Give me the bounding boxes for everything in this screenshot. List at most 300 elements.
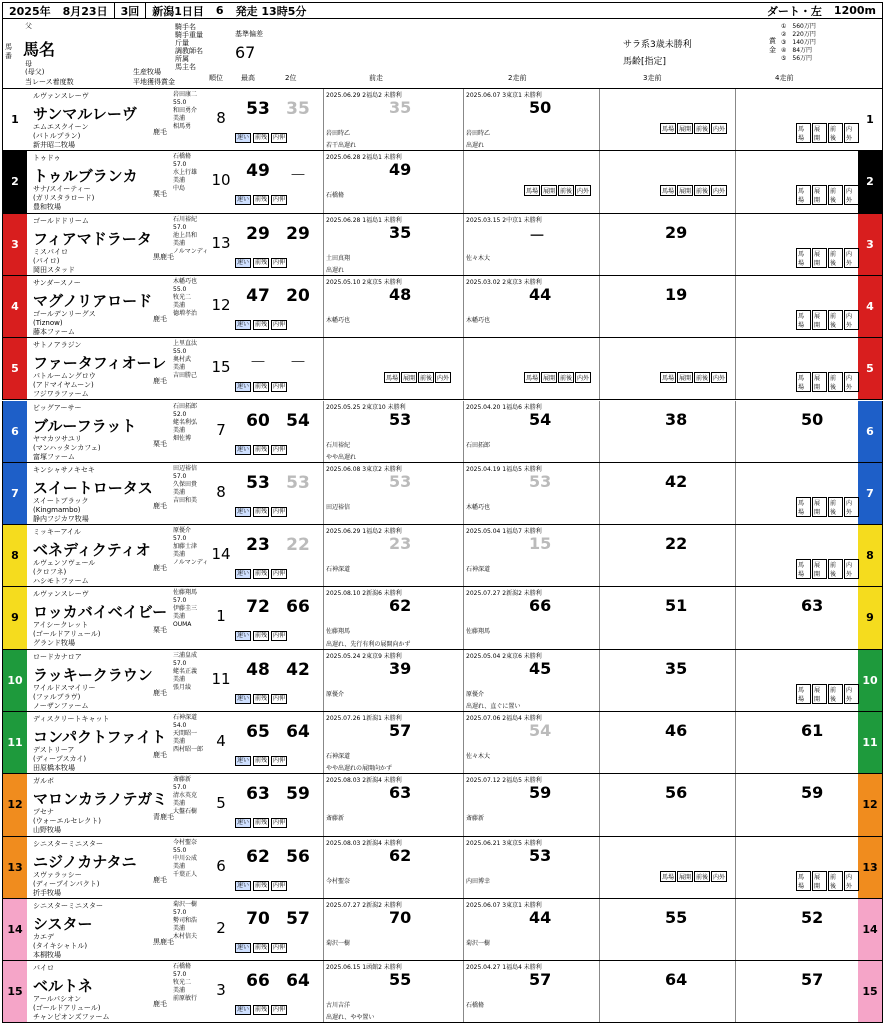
prev1-score: 49 (389, 160, 412, 180)
empty-grid-cell: 内外 (435, 372, 451, 383)
track-badge: 内伸 (273, 632, 286, 640)
horse-number: 6 (11, 424, 19, 438)
damsire-name: (バトルプラン) (33, 132, 81, 140)
owner-name: 千葉正人 (173, 870, 198, 878)
stable-name: 美浦 (173, 488, 186, 496)
prev3-score: 46 (665, 721, 688, 740)
jockey-name: 石橋脩 (173, 963, 192, 971)
dam-name: ルヴェンソヴェール (33, 559, 96, 568)
empty-grid-cell: 馬場 (660, 185, 676, 196)
stable-name: 美浦 (173, 738, 186, 745)
horse-number: 15 (862, 985, 878, 999)
track-badge: 速い (237, 258, 250, 266)
sire-name: ミッキーアイル (33, 528, 81, 537)
prev2-race-info: 2025.04.20 1福島6 未勝利 (466, 403, 542, 411)
race-year: 2025年 (9, 4, 51, 18)
prev4-empty-grid (796, 559, 859, 579)
prev4-empty-grid (796, 248, 859, 268)
sire-name: シニスターミニスター (33, 901, 103, 910)
prev3-race (599, 650, 735, 711)
owner-name: 中島 (173, 185, 186, 193)
empty-grid-cell: 前後 (828, 185, 843, 205)
dam-name: ヤマカツサユリ (33, 434, 82, 443)
rank-value: 13 (211, 233, 231, 252)
prev4-empty-grid (796, 123, 859, 143)
coat-color: 栗毛 (153, 626, 167, 635)
prev2-score: 44 (529, 907, 552, 927)
prev4-score: 52 (801, 907, 824, 927)
prev1-score: 35 (389, 222, 412, 242)
jockey-weight: 57.0 (173, 908, 187, 916)
prev3-race (599, 774, 735, 835)
empty-grid-cell: 内外 (844, 248, 859, 268)
damsire-name: (ファルブラヴ) (33, 692, 81, 701)
race-header (2, 2, 883, 19)
damsire-name: (Kingmambo) (33, 505, 81, 514)
horse-number-band (3, 774, 27, 835)
prev2-race-info: 2025.07.06 2福島4 未勝利 (466, 715, 542, 722)
track-badges (235, 631, 287, 641)
track-badges (235, 818, 287, 828)
empty-grid-cell: 前後 (828, 123, 843, 143)
empty-grid-cell: 内外 (711, 185, 727, 196)
rank-value: 12 (211, 295, 231, 314)
prev2-score: 44 (529, 284, 552, 304)
track-badge: 内伸 (273, 819, 286, 827)
prev1-score: 23 (389, 534, 412, 554)
prev4-empty-grid (796, 310, 859, 330)
stable-name: 美浦 (173, 426, 186, 434)
jockey-info (173, 527, 209, 567)
prev2-score: 53 (529, 471, 552, 491)
second-score: 20 (286, 285, 310, 306)
prev1-race-info: 2025.08.03 2新潟4 未勝利 (326, 839, 402, 847)
prev2-comment: 出遅れ、直ぐに置い (466, 702, 521, 710)
prize-label: 賞金 (769, 37, 776, 54)
prev1-comment: やや出遅れ (326, 453, 357, 461)
damsire-name: (ガリスタラロード) (33, 194, 95, 203)
empty-grid-cell: 内外 (844, 123, 859, 143)
jockey-name: 石川裕紀 (173, 215, 198, 223)
dam-name: ワイルドスマイリー (33, 683, 96, 692)
prev2-race (463, 338, 599, 399)
prev3-score: 19 (665, 284, 688, 304)
rank-value: 14 (211, 545, 231, 564)
best-score: 66 (246, 971, 270, 992)
horse-number: 13 (862, 860, 878, 874)
prev2-race (463, 89, 599, 150)
prev2-score: 45 (529, 658, 552, 678)
prev1-race (323, 463, 463, 524)
prev1-jockey: 斎藤新 (326, 815, 345, 823)
rank-value: 2 (216, 918, 226, 937)
dam-name: パトルームングロウ (33, 372, 96, 381)
owner-name: ノルマンディ (173, 559, 209, 567)
sire-name: ディスクリートキャット (33, 715, 110, 723)
track-badge: 前残 (255, 134, 268, 141)
track-badges (235, 258, 287, 268)
prev2-race (463, 276, 599, 337)
track-badge: 内伸 (273, 757, 286, 764)
prev3-empty-grid (660, 123, 727, 134)
empty-grid-cell: 馬場 (384, 372, 400, 383)
jockey-info (173, 776, 209, 816)
prev2-jockey: 佐々木大 (466, 254, 491, 262)
prev1-jockey: 田辺裕信 (326, 503, 351, 511)
prev1-race (323, 89, 463, 150)
prev2-jockey: 原優介 (466, 690, 485, 698)
empty-grid-cell: 前後 (418, 372, 434, 383)
prev1-race (323, 276, 463, 337)
rank-value: 8 (216, 109, 226, 127)
prev3-race (599, 89, 735, 150)
prev1-race-info: 2025.05.25 2東京10 未勝利 (326, 403, 406, 411)
label-jockey: 騎手名 騎手重量 斤量 調教師名 所属 馬主名 (175, 23, 203, 71)
best-score: 48 (246, 659, 270, 680)
prev1-race-info: 2025.06.08 3東京2 未勝利 (326, 465, 402, 473)
track-badge: 前残 (255, 632, 268, 640)
prev4-score: 63 (801, 596, 824, 616)
track-badges (235, 320, 287, 330)
horse-number-band (858, 899, 882, 960)
empty-grid-cell: 前後 (828, 372, 843, 392)
empty-grid-cell: 前後 (828, 684, 843, 704)
prev4-score: 57 (801, 970, 824, 990)
empty-grid-cell: 前後 (694, 372, 710, 383)
second-score: 59 (286, 784, 310, 805)
sire-name: ルヴァンスレーヴ (33, 590, 89, 599)
horse-number: 10 (7, 673, 23, 687)
prev2-race (463, 214, 599, 275)
trainer-name: 久保田貴 (173, 480, 198, 488)
horse-number-band (858, 712, 882, 773)
track-badge: 速い (237, 881, 250, 889)
horse-name: サンマルレーヴ (33, 105, 137, 123)
horse-number-band (3, 401, 27, 462)
track-badge: 速い (237, 134, 250, 141)
label-damsire: (母父) (25, 68, 45, 76)
prev1-jockey: 石橋脩 (326, 192, 345, 200)
horse-number-band (858, 401, 882, 462)
std-label: 基準偏差 (235, 30, 263, 38)
prev4-race (735, 151, 859, 212)
prev2-empty-grid (524, 185, 591, 196)
horse-number-band (3, 650, 27, 711)
prev1-comment: やや出遅れの展開向かず (326, 765, 393, 773)
empty-grid-cell: 馬場 (660, 123, 676, 134)
track-badge: 速い (237, 1006, 250, 1014)
horse-name: コンパクトファイト (33, 728, 167, 746)
breeder-name: 田原橋本牧場 (33, 764, 75, 772)
owner-name: 張月綾 (173, 683, 192, 691)
horse-row (2, 525, 883, 587)
horse-name: ファータフィオーレ (33, 354, 167, 373)
empty-grid-cell: 展開 (812, 248, 827, 268)
side-label: 馬番 (5, 43, 12, 60)
horse-number-band (3, 899, 27, 960)
prev4-empty-grid (796, 372, 859, 392)
prev3-score: 22 (665, 534, 688, 554)
track-badges (235, 445, 287, 455)
prev2-race-info: 2025.06.07 3東京1 未勝利 (466, 901, 542, 909)
rank-value: 5 (216, 794, 226, 813)
prev2-race-info: 2025.07.12 2福島5 未勝利 (466, 777, 542, 785)
prev4-race (735, 214, 859, 275)
breeder-name: 富塚ファーム (33, 452, 75, 461)
prev1-race (323, 525, 463, 586)
horse-number: 15 (7, 985, 23, 999)
horse-number: 12 (7, 798, 23, 812)
prev4-empty-grid (796, 684, 859, 704)
prev1-score: 62 (389, 596, 412, 616)
horse-row (2, 276, 883, 338)
horse-number: 13 (7, 860, 23, 874)
track-badge: 内伸 (273, 445, 286, 453)
jockey-name: 石田拓郎 (173, 402, 198, 410)
track-badge: 内伸 (273, 570, 286, 578)
best-score: 23 (246, 535, 270, 556)
trainer-name: 中川公成 (173, 854, 198, 862)
horse-number: 1 (11, 113, 19, 126)
prev2-race (463, 961, 599, 1022)
horse-name: ロッカバイベイビー (33, 603, 168, 622)
prev3-race (599, 276, 735, 337)
prev1-jockey: 古川吉洋 (326, 1002, 351, 1010)
horse-number: 7 (11, 486, 19, 500)
track-badge: 前残 (255, 383, 268, 391)
pedigree-info (33, 123, 89, 150)
prev2-race (463, 899, 599, 960)
pedigree-info (33, 933, 87, 960)
prev3-empty-grid (660, 185, 727, 196)
dam-name: アールパシオン (33, 995, 82, 1004)
prev1-race-info: 2025.06.28 2福島1 未勝利 (326, 154, 402, 162)
owner-name: 相馬勇 (173, 123, 192, 130)
trainer-name: 蛯名正義 (173, 667, 198, 675)
damsire-name: (アドマイヤムーン) (33, 381, 94, 390)
prev2-race (463, 837, 599, 898)
breeder-name: 本桐牧場 (33, 950, 61, 959)
sire-name: ガルボ (33, 777, 54, 786)
label-breeder: 生産牧場 (133, 68, 161, 76)
horse-number-band (3, 276, 27, 337)
coat-color: 鹿毛 (153, 128, 167, 136)
track-badge: 内伸 (273, 943, 286, 951)
second-score: 22 (286, 535, 310, 556)
breeder-name: 藤本ファーム (33, 327, 75, 336)
horse-number-band (858, 89, 882, 150)
prev4-score: 59 (801, 783, 824, 803)
trainer-name: 池上昌和 (173, 231, 198, 239)
best-score: 29 (246, 223, 270, 244)
jockey-weight: 57.0 (173, 971, 187, 979)
empty-grid-cell: 展開 (812, 559, 827, 579)
horse-number-band (858, 214, 882, 275)
prev1-comment: 出遅れ (326, 266, 345, 274)
prev1-race (323, 587, 463, 648)
coat-color: 青鹿毛 (153, 813, 174, 822)
empty-grid-cell: 前後 (694, 185, 710, 196)
prev1-score: 35 (389, 98, 412, 117)
trainer-name: 水上行雄 (173, 169, 198, 177)
prev4-race (735, 463, 859, 524)
jockey-name: 三浦皇成 (173, 651, 198, 659)
horse-number-band (858, 338, 882, 399)
empty-grid-cell: 内外 (575, 372, 591, 383)
best-score: 70 (246, 908, 270, 929)
track-badge: 内伸 (273, 383, 286, 391)
track-badge: 速い (237, 383, 250, 391)
coat-color: 鹿毛 (153, 377, 167, 386)
prev2-jockey: 石橋脩 (466, 1002, 485, 1010)
horse-row (2, 961, 883, 1023)
coat-color: 鹿毛 (153, 751, 167, 759)
prev3-race (599, 151, 735, 212)
prev4-race (735, 525, 859, 586)
second-score: 42 (286, 659, 310, 680)
prev1-race-info: 2025.07.27 2新潟2 未勝利 (326, 901, 402, 909)
prev4-race (735, 774, 859, 835)
damsire-name: (Tiznow) (33, 318, 63, 327)
pedigree-info (33, 248, 75, 275)
prev4-score: 50 (801, 409, 824, 429)
damsire-name: (パイロ) (33, 256, 60, 265)
prev1-race (323, 401, 463, 462)
prev2-jockey: 佐藤翔馬 (466, 628, 491, 636)
breeder-name: フジワラファーム (33, 390, 89, 399)
prev1-race-info: 2025.06.29 2福島2 未勝利 (326, 92, 402, 99)
track-badges (235, 507, 287, 517)
breeder-name: 新井昭二牧場 (33, 141, 75, 149)
jockey-weight: 57.0 (173, 161, 187, 169)
prev1-race-info: 2025.08.03 2新潟4 未勝利 (326, 777, 402, 785)
empty-grid-cell: 内外 (844, 871, 859, 891)
track-badge: 前残 (255, 881, 268, 889)
prev3-score: 56 (665, 783, 688, 803)
prev3-race (599, 961, 735, 1022)
prev1-empty-grid (384, 372, 451, 383)
prev4-race (735, 89, 859, 150)
empty-grid-cell: 展開 (812, 684, 827, 704)
prev1-comment: 出遅れ、やや置い (326, 1014, 375, 1022)
prev2-jockey: 石田拓郎 (466, 441, 491, 449)
prev2-score: 66 (529, 596, 552, 616)
jockey-info (173, 465, 209, 505)
empty-grid-cell: 馬場 (796, 248, 811, 268)
jockey-info (173, 589, 209, 629)
horse-number: 5 (866, 362, 874, 376)
track-badge: 内伸 (273, 134, 286, 141)
stable-name: 美浦 (173, 115, 186, 122)
track-badges (235, 133, 287, 143)
second-score: 53 (286, 472, 310, 493)
owner-name: 吉田勝己 (173, 372, 198, 380)
empty-grid-cell: 内外 (844, 559, 859, 579)
pedigree-info (33, 995, 109, 1022)
pedigree-info (33, 185, 94, 212)
coat-color: 鹿毛 (153, 501, 167, 510)
jockey-name: 斎藤新 (173, 776, 192, 784)
prev1-jockey: 石川裕紀 (326, 441, 351, 449)
empty-grid-cell: 前後 (694, 871, 710, 882)
prev1-score: 63 (389, 783, 412, 803)
horse-number-band (3, 463, 27, 524)
horse-name: フィアマドラータ (33, 229, 152, 248)
track-badge: 速い (237, 819, 250, 827)
prev1-score: 53 (389, 471, 412, 491)
breeder-name: 岡田スタッド (33, 265, 75, 274)
prev3-score: 35 (665, 658, 688, 678)
horse-number: 3 (866, 237, 874, 251)
empty-grid-cell: 前後 (828, 559, 843, 579)
pedigree-info (33, 435, 101, 462)
damsire-name: (タイキシャトル) (33, 941, 88, 950)
jockey-info (173, 403, 209, 443)
owner-name: 前原敏行 (173, 995, 198, 1003)
prev3-score: 38 (665, 409, 688, 429)
horse-number: 10 (862, 673, 878, 687)
horse-number-band (3, 525, 27, 586)
track-badge: 速い (237, 694, 250, 702)
pedigree-info (33, 310, 96, 337)
track-badge: 内伸 (273, 694, 286, 702)
empty-grid-cell: 内外 (844, 372, 859, 392)
horse-number-band (3, 837, 27, 898)
empty-grid-cell: 前後 (828, 871, 843, 891)
sire-name: トゥドゥ (33, 154, 61, 163)
prev1-comment: 出遅れ、先行有利の展開向かず (326, 640, 411, 648)
prev2-race-info: 2025.07.27 2新潟2 未勝利 (466, 590, 542, 598)
track-badge: 速い (237, 570, 250, 578)
empty-grid-cell: 展開 (812, 310, 827, 330)
rank-value: 3 (216, 981, 226, 1000)
coat-color: 鹿毛 (153, 688, 167, 697)
race-number: 6 (215, 4, 224, 17)
prev1-race (323, 151, 463, 212)
best-score: 49 (246, 161, 270, 182)
jockey-weight: 55.0 (173, 99, 187, 106)
jockey-info (173, 216, 209, 256)
damsire-name: (ウォーエルセレクト) (33, 817, 102, 826)
stable-name: 美浦 (173, 364, 186, 372)
prev2-score: 57 (529, 970, 552, 990)
prev2-race-info: 2025.06.07 3東京1 未勝利 (466, 92, 542, 99)
prev1-race (323, 774, 463, 835)
prev2-score: 50 (529, 98, 552, 117)
col-prev3: 3走前 (643, 74, 662, 82)
trainer-name: 勢司和浩 (173, 916, 198, 924)
track-badge: 内伸 (273, 320, 286, 328)
empty-grid-cell: 馬場 (796, 684, 811, 704)
breeder-name: チャンピオンズファーム (33, 1013, 110, 1022)
prev2-score: 15 (529, 534, 552, 554)
prev4-race (735, 899, 859, 960)
jockey-weight: 55.0 (173, 348, 187, 356)
horse-name: マロンカラノテガミ (33, 790, 168, 809)
prev1-comment: 若干出遅れ (326, 142, 357, 150)
trainer-name: 清水英克 (173, 792, 198, 800)
prev1-race (323, 214, 463, 275)
prev3-race (599, 587, 735, 648)
prev2-race (463, 712, 599, 773)
prev1-score: 70 (389, 907, 412, 927)
horse-row (2, 587, 883, 649)
second-score: － (289, 353, 307, 374)
prev2-jockey: 斎藤新 (466, 815, 485, 823)
jockey-info (173, 839, 209, 879)
owner-name: 德増孝治 (173, 309, 198, 317)
dam-name: サナ/スイーティー (33, 185, 91, 194)
